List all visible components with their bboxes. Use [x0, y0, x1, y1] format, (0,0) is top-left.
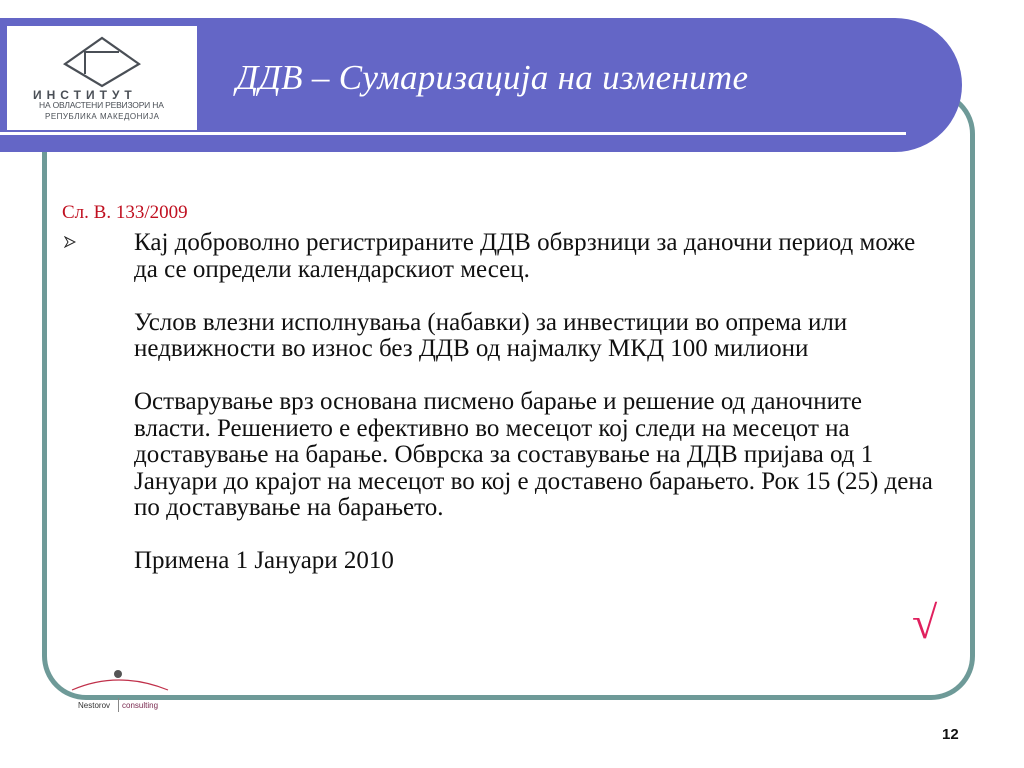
- checkmark-icon: √: [912, 597, 938, 648]
- slide-title: ДДВ – Сумаризација на измените: [236, 58, 749, 97]
- institute-logo: [7, 26, 197, 130]
- consulting-logo-icon: [68, 668, 178, 718]
- footer-brand-name: Nestorov: [78, 701, 111, 710]
- paragraph-3: Остварување врз основана писмено барање и решение од даночните власти. Решението е ефективно во месецот кој следи на месецот на доставување на барање. Обврска за составување на ДДВ пријава од 1 Јануари до крајот на месецот во кој е доставено барањето. Рок 15 (25) дена по доставување на барањето.: [134, 388, 933, 521]
- arrow-bullet-icon: [64, 236, 76, 248]
- logo-mark-icon: [57, 34, 147, 90]
- paragraph-4: Примена 1 Јануари 2010: [134, 547, 394, 574]
- header-divider: [0, 132, 906, 135]
- body-content: [134, 230, 934, 601]
- paragraph-2: Услов влезни исполнувања (набавки) за инвестиции во опрема или недвижности во износ без ДДВ од најмалку МКД 100 милиони: [134, 308, 848, 362]
- logo-text-line1: ИНСТИТУТ: [33, 88, 137, 102]
- subtitle: Сл. В. 133/2009: [62, 202, 188, 223]
- page-number: 12: [942, 726, 959, 743]
- paragraph-1: Кај доброволно регистрираните ДДВ обврзници за даночни период може да се определи календарскиот месец.: [134, 229, 916, 283]
- footer-separator: [118, 698, 119, 712]
- logo-text-line2: НА ОВЛАСТЕНИ РЕВИЗОРИ НА: [39, 100, 164, 110]
- footer-brand-tag: consulting: [122, 701, 159, 710]
- logo-text-line3: РЕПУБЛИКА МАКЕДОНИЈА: [45, 112, 160, 121]
